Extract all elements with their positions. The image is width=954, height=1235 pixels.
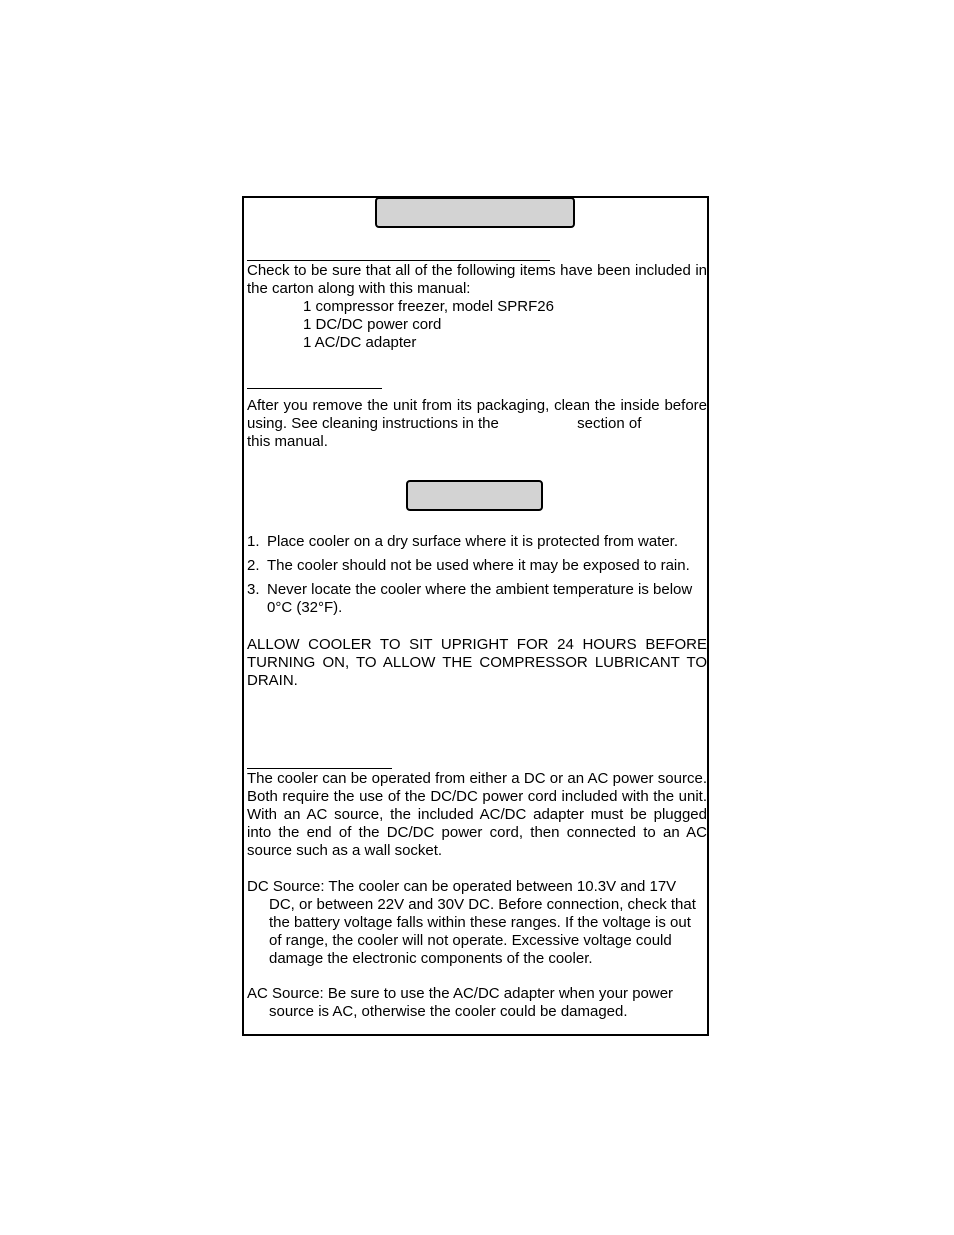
cleaning-note — [247, 397, 707, 451]
warning-text: ALLOW COOLER TO SIT UPRIGHT FOR 24 HOURS BEFORE TURNING ON, TO ALLOW THE COMPRESSOR LUBRICANT TO DRAIN. — [247, 636, 707, 689]
unpacking-intro: Check to be sure that all of the following items have been included in the carton along with this manual: — [247, 262, 707, 297]
list-item: 1 DC/DC power cord — [303, 316, 442, 333]
section-header-tab-installation — [406, 480, 543, 511]
cleaning-text: After you remove the unit from its packaging, clean the inside before using. See cleaning instructions in the — [247, 397, 707, 432]
section-header-tab-unpacking — [375, 197, 575, 228]
list-item: 1 AC/DC adapter — [303, 334, 417, 351]
list-item: 1. Place cooler on a dry surface where it is protected from water. — [247, 533, 679, 550]
power-intro: The cooler can be operated from either a DC or an AC power source. Both require the use of the DC/DC power cord included with the unit. With an AC source, the included AC/DC adapter must be plugged into the end of the DC/DC power cord, then connected to an AC source such as a wall socket. — [247, 770, 707, 859]
subheading-underline — [247, 388, 382, 389]
list-item: 1 compressor freezer, model SPRF26 — [303, 298, 554, 315]
list-item: 3. Never locate the cooler where the ambient temperature is below 0°C (32°F). — [247, 581, 693, 616]
subheading-underline — [247, 768, 392, 769]
ac-source-paragraph: AC Source: Be sure to use the AC/DC adapter when your power source is AC, otherwise the cooler could be damaged. — [247, 985, 674, 1020]
cleaning-tail: section of — [577, 415, 642, 432]
cleaning-end: this manual. — [247, 433, 328, 450]
list-item: 2. The cooler should not be used where it may be exposed to rain. — [247, 557, 690, 574]
dc-source-paragraph: DC Source: The cooler can be operated between 10.3V and 17V DC, or between 22V and 30V DC. Before connection, check that the battery voltage falls within these ranges. If the voltage is out of range, the cooler will not operate. Excessive voltage could damage the electronic components of the cooler. — [247, 878, 696, 967]
subheading-underline — [247, 260, 550, 261]
